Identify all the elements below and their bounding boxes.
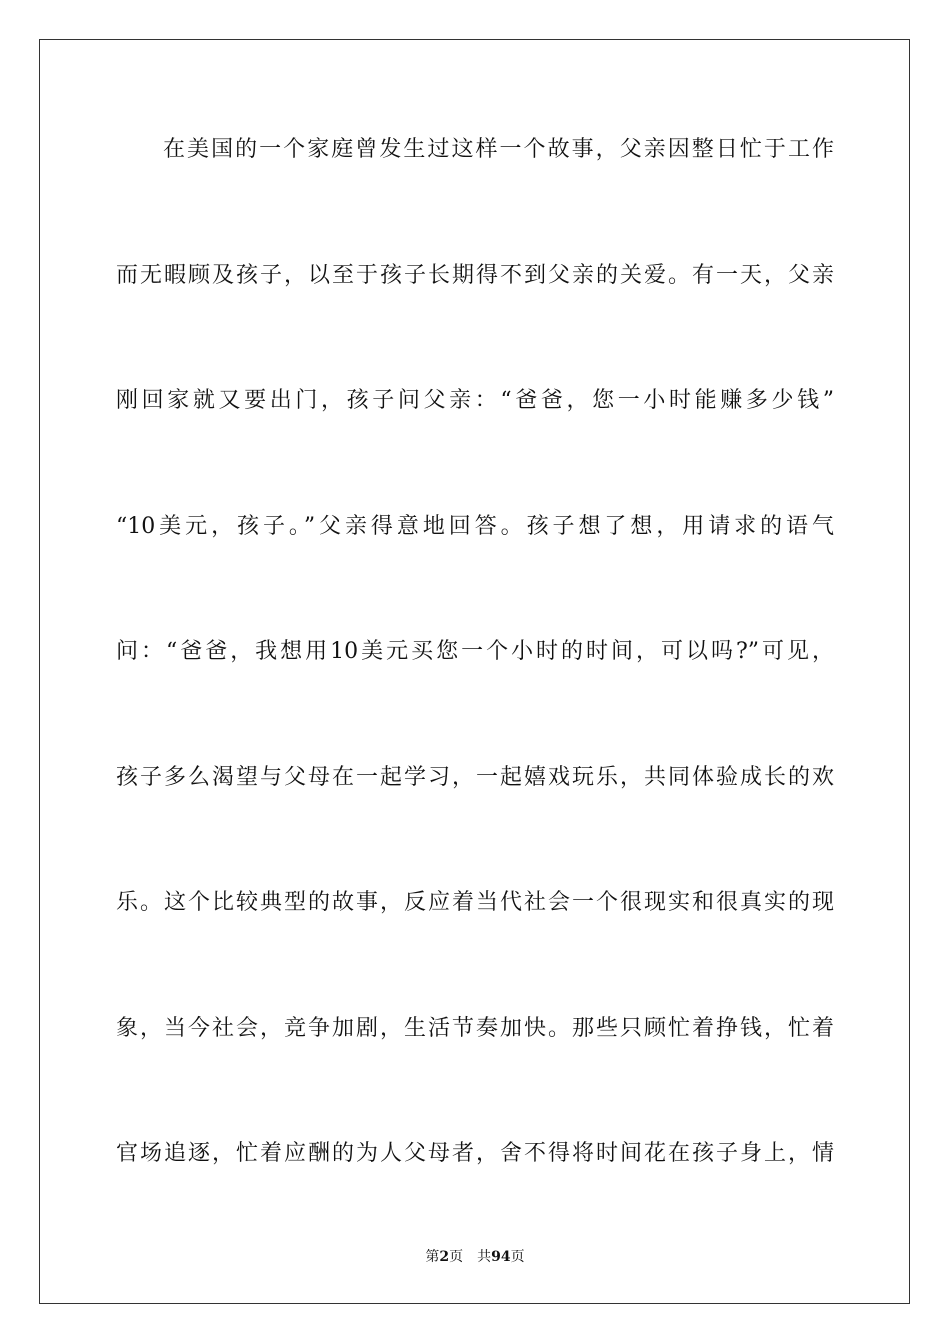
paragraph-line-4: “10美元，孩子。”父亲得意地回答。孩子想了想，用请求的语气 <box>116 514 834 539</box>
total-suffix: 页 <box>510 1249 525 1265</box>
total-pages: 94 <box>491 1249 511 1265</box>
paragraph-line-3: 刚回家就又要出门，孩子问父亲：“爸爸，您一小时能赚多少钱” <box>116 388 834 413</box>
paragraph-line-5: 问：“爸爸，我想用10美元买您一个小时的时间，可以吗?”可见， <box>116 639 834 664</box>
page-number: 2 <box>439 1249 450 1265</box>
paragraph-line-2: 而无暇顾及孩子，以至于孩子长期得不到父亲的关爱。有一天，父亲 <box>116 263 834 288</box>
page-suffix: 页 <box>449 1249 464 1265</box>
page-indicator <box>425 1246 463 1266</box>
page-border <box>39 39 910 1304</box>
page-prefix: 第 <box>425 1249 440 1265</box>
page-footer <box>0 1246 950 1266</box>
paragraph-line-1: 在美国的一个家庭曾发生过这样一个故事，父亲因整日忙于工作 <box>163 137 834 162</box>
paragraph-line-8: 象，当今社会，竞争加剧，生活节奏加快。那些只顾忙着挣钱，忙着 <box>116 1016 834 1041</box>
paragraph-line-7: 乐。这个比较典型的故事，反应着当代社会一个很现实和很真实的现 <box>116 890 834 915</box>
total-prefix: 共 <box>477 1249 492 1265</box>
paragraph-line-9: 官场追逐，忙着应酬的为人父母者，舍不得将时间花在孩子身上，情 <box>116 1141 834 1166</box>
paragraph-line-6: 孩子多么渴望与父母在一起学习，一起嬉戏玩乐，共同体验成长的欢 <box>116 765 834 790</box>
total-pages-indicator <box>477 1246 524 1266</box>
